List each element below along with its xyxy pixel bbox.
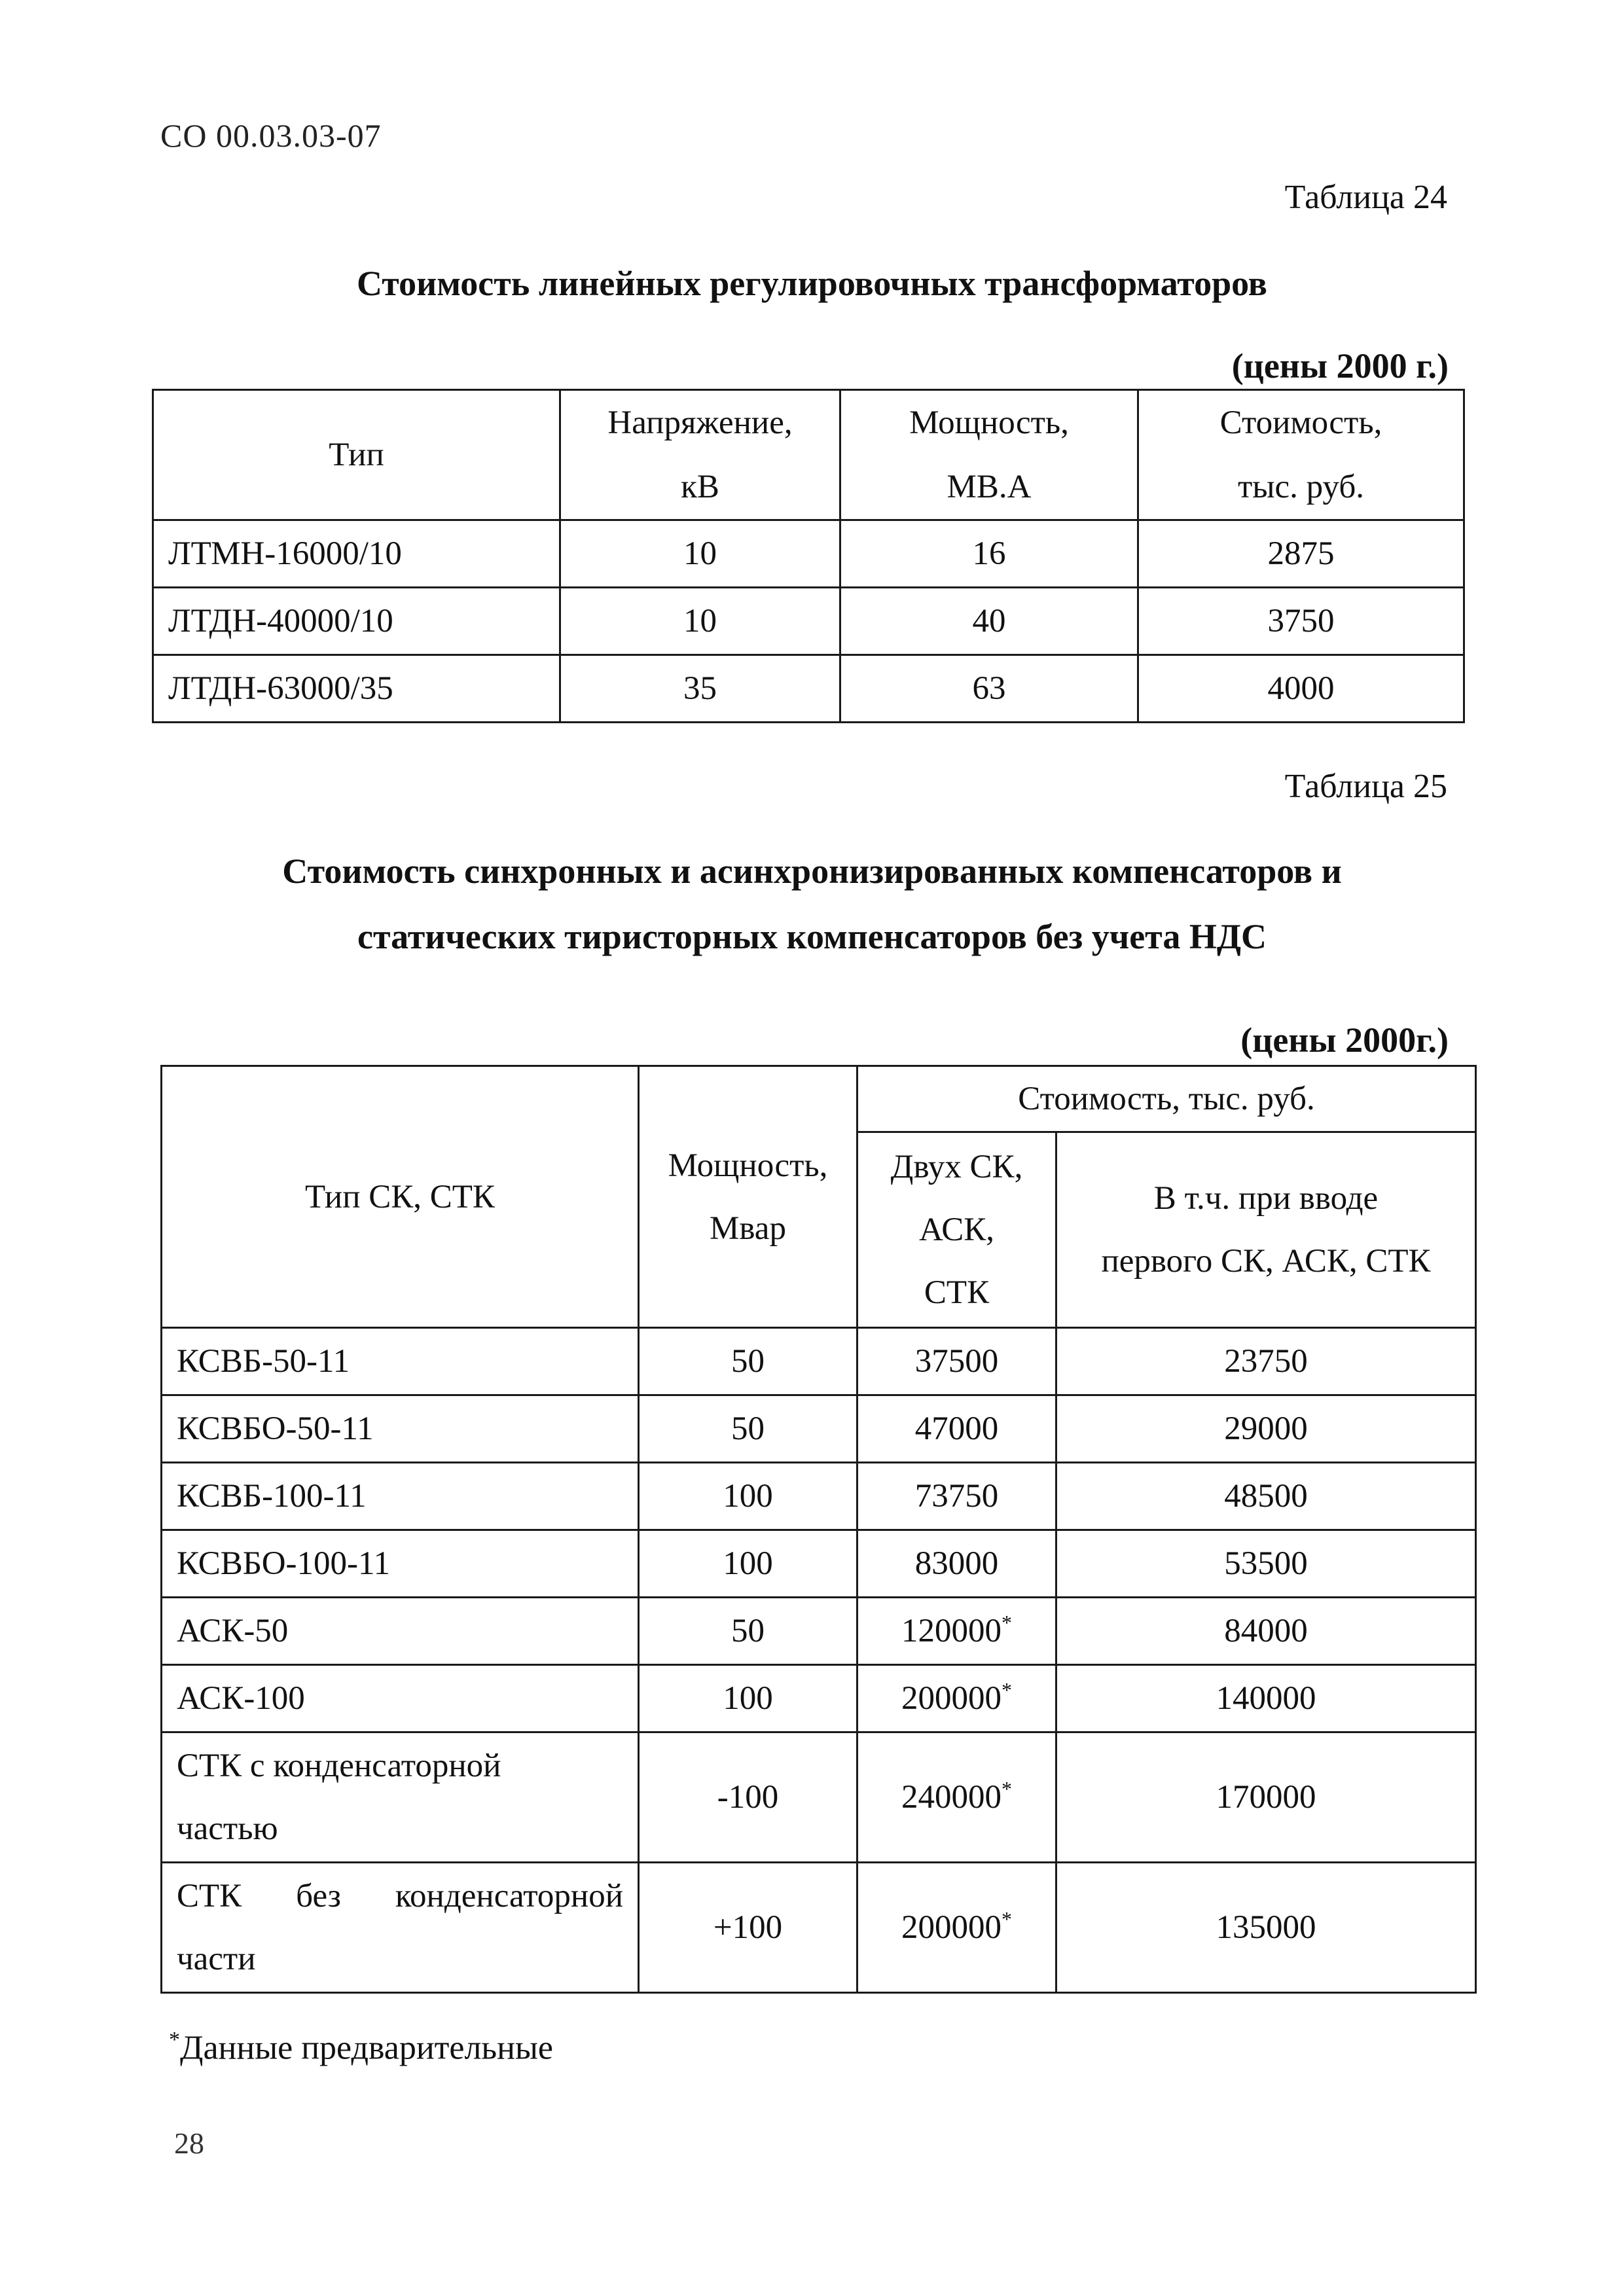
cell-cost-first: 135000 — [1056, 1863, 1476, 1993]
cost-value: 200000 — [901, 1909, 1001, 1946]
table-25-price-note: (цены 2000г.) — [1240, 1020, 1449, 1060]
table-24-price-note: (цены 2000 г.) — [1231, 346, 1449, 386]
header-line: В т.ч. при вводе — [1153, 1180, 1379, 1217]
table-header-row — [153, 390, 1464, 520]
cell-power: -100 — [639, 1732, 857, 1863]
cell-power: 50 — [639, 1598, 857, 1665]
cell-cost-two — [857, 1732, 1056, 1863]
cell-cost-first: 29000 — [1056, 1395, 1476, 1463]
cell-type: ЛТДН-40000/10 — [153, 588, 560, 655]
header-line: первого СК, АСК, СТК — [1101, 1243, 1431, 1280]
cell-power: 100 — [639, 1463, 857, 1530]
table-row — [162, 1732, 1476, 1863]
type-line: части — [177, 1941, 256, 1977]
cell-type: АСК-50 — [162, 1598, 639, 1665]
cell-cost: 2875 — [1138, 520, 1464, 588]
cell-cost-first: 84000 — [1056, 1598, 1476, 1665]
cell-type — [162, 1863, 639, 1993]
footnote-text: Данные предварительные — [180, 2029, 553, 2067]
header-line: СТК — [924, 1274, 990, 1311]
footnote-mark: * — [1001, 1907, 1012, 1931]
table-row — [162, 1863, 1476, 1993]
cell-cost-two — [857, 1863, 1056, 1993]
header-label: Напряжение, — [607, 404, 793, 441]
cell-cost: 3750 — [1138, 588, 1464, 655]
table-row — [153, 520, 1464, 588]
cell-power: 40 — [840, 588, 1138, 655]
cell-cost-two — [857, 1395, 1056, 1463]
cell-power: 63 — [840, 655, 1138, 723]
column-header-power — [840, 390, 1138, 520]
cell-type: КСВБО-50-11 — [162, 1395, 639, 1463]
table-row — [162, 1530, 1476, 1598]
header-unit: тыс. руб. — [1237, 469, 1365, 505]
header-unit: кВ — [681, 469, 719, 505]
transformer-cost-table — [152, 389, 1465, 723]
cell-power: +100 — [639, 1863, 857, 1993]
header-label: Мощность, — [909, 404, 1069, 441]
cell-cost-first: 170000 — [1056, 1732, 1476, 1863]
cell-cost-two — [857, 1328, 1056, 1395]
cell-type: КСВБО-100-11 — [162, 1530, 639, 1598]
cell-voltage: 35 — [560, 655, 840, 723]
table-24-title: Стоимость линейных регулировочных трансформаторов — [357, 264, 1267, 303]
cell-type: КСВБ-100-11 — [162, 1463, 639, 1530]
table-row — [162, 1665, 1476, 1732]
cell-type: ЛТДН-63000/35 — [153, 655, 560, 723]
table-row — [162, 1463, 1476, 1530]
cell-power: 16 — [840, 520, 1138, 588]
cost-value: 200000 — [901, 1680, 1001, 1717]
header-unit: МВ.А — [947, 469, 1032, 505]
cell-cost: 4000 — [1138, 655, 1464, 723]
footnote-mark: * — [1001, 1611, 1012, 1634]
compensator-cost-table — [160, 1065, 1477, 1994]
table-25-number: Таблица 25 — [1284, 768, 1447, 805]
column-group-cost: Стоимость, тыс. руб. — [857, 1066, 1476, 1132]
column-header-cost — [1138, 390, 1464, 520]
footnote — [169, 2028, 553, 2067]
column-header-type — [153, 390, 560, 520]
page-number: 28 — [174, 2126, 204, 2160]
column-header-first-unit — [1056, 1132, 1476, 1328]
header-line: Двух СК, — [890, 1149, 1023, 1185]
table-24-number: Таблица 24 — [1284, 179, 1447, 216]
table-row — [162, 1598, 1476, 1665]
cost-value: 73750 — [914, 1478, 999, 1515]
footnote-mark: * — [169, 2028, 180, 2052]
table-25-title-line-1: Стоимость синхронных и асинхронизированных компенсаторов и — [282, 852, 1342, 891]
column-header-type: Тип СК, СТК — [162, 1066, 639, 1328]
cell-type: КСВБ-50-11 — [162, 1328, 639, 1395]
type-line: частью — [177, 1810, 278, 1847]
column-header-voltage — [560, 390, 840, 520]
table-row — [153, 588, 1464, 655]
cell-type: АСК-100 — [162, 1665, 639, 1732]
cell-cost-first: 48500 — [1056, 1463, 1476, 1530]
column-header-power — [639, 1066, 857, 1328]
table-row — [162, 1328, 1476, 1395]
cell-type: ЛТМН-16000/10 — [153, 520, 560, 588]
document-code: СО 00.03.03-07 — [160, 117, 382, 154]
cost-value: 240000 — [901, 1779, 1001, 1816]
column-header-two-units — [857, 1132, 1056, 1328]
table-header-row — [162, 1066, 1476, 1132]
cost-value: 37500 — [914, 1343, 999, 1380]
type-line: СТК с конденсаторной — [177, 1748, 501, 1784]
footnote-mark: * — [1001, 1678, 1012, 1702]
cell-cost-first: 53500 — [1056, 1530, 1476, 1598]
cell-voltage: 10 — [560, 588, 840, 655]
cell-voltage: 10 — [560, 520, 840, 588]
cell-cost-first: 140000 — [1056, 1665, 1476, 1732]
cost-value: 120000 — [901, 1613, 1001, 1649]
header-line: АСК, — [918, 1211, 995, 1248]
cost-value: 47000 — [914, 1410, 999, 1447]
cell-cost-two — [857, 1530, 1056, 1598]
cell-power: 100 — [639, 1665, 857, 1732]
header-unit: Мвар — [710, 1210, 786, 1247]
header-label: Стоимость, — [1219, 404, 1382, 441]
footnote-mark: * — [1001, 1777, 1012, 1801]
table-25-title-line-2: статических тиристорных компенсаторов без учета НДС — [357, 917, 1267, 956]
table-row — [153, 655, 1464, 723]
header-label: Тип — [329, 437, 384, 473]
cell-cost-two — [857, 1665, 1056, 1732]
type-line: СТК без конденсаторной — [177, 1878, 623, 1914]
cell-power: 100 — [639, 1530, 857, 1598]
cell-power: 50 — [639, 1395, 857, 1463]
cell-cost-two — [857, 1463, 1056, 1530]
cell-cost-first: 23750 — [1056, 1328, 1476, 1395]
table-row — [162, 1395, 1476, 1463]
cell-type — [162, 1732, 639, 1863]
cost-value: 83000 — [914, 1545, 999, 1582]
header-label: Мощность, — [668, 1147, 828, 1184]
cell-cost-two — [857, 1598, 1056, 1665]
cell-power: 50 — [639, 1328, 857, 1395]
